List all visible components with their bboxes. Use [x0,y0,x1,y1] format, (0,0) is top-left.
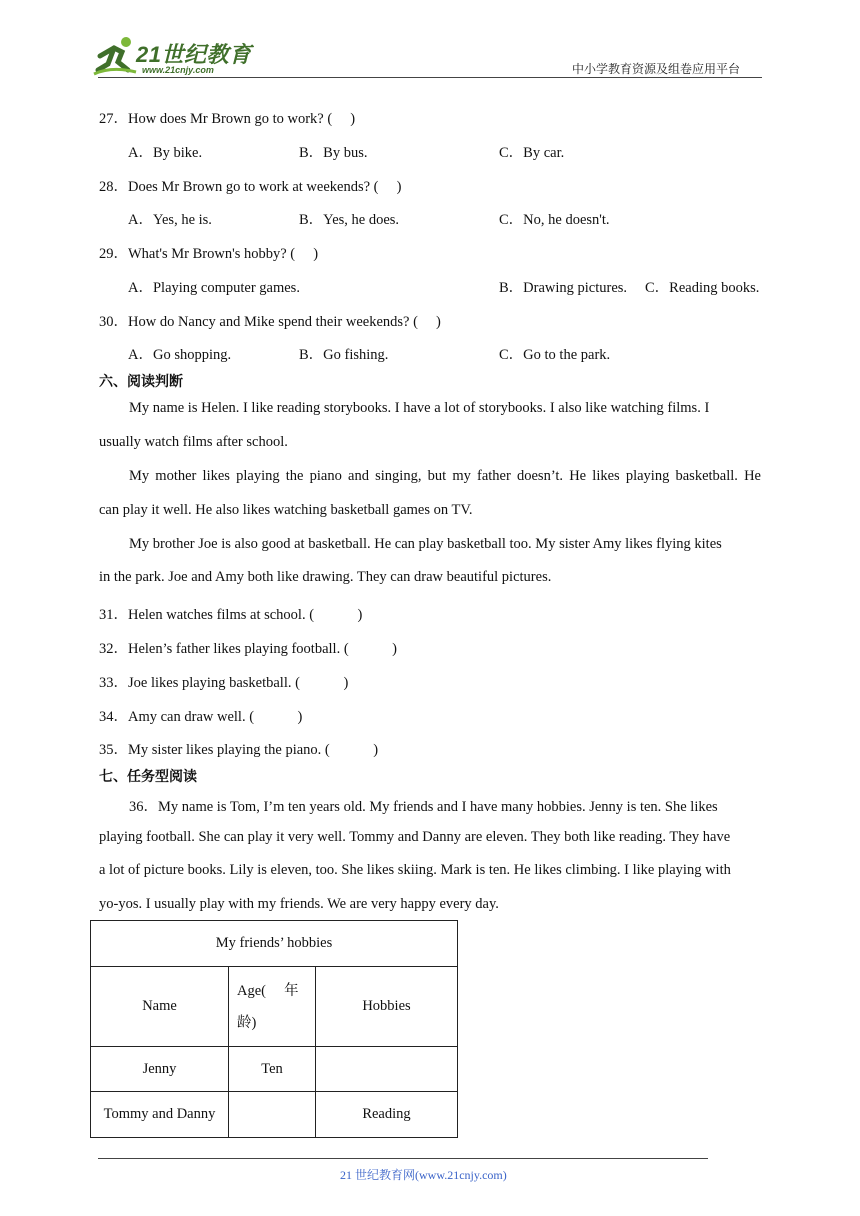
judgement-item: 34．Amy can draw well. ( ) [99,709,303,725]
option-a: A．Go shopping. [128,347,232,363]
footer-text: 21 世纪教育网(www.21cnjy.com) [340,1168,507,1182]
option-c: C．Go to the park. [499,347,611,363]
header-age-line1: Age( 年 [237,982,299,999]
header-age-line2: 龄) [237,1014,257,1031]
paragraph-line: My brother Joe is also good at basketball. He can play basketball too. My sister Amy likes flying kites [129,536,722,552]
header-hobbies: Hobbies [316,967,458,1047]
question-stem: 28．Does Mr Brown go to work at weekends? ( ) [99,179,402,195]
hobbies-table [90,920,458,1138]
option-c: C．Reading books. [645,280,760,296]
cell-name: Tommy and Danny [91,1092,229,1138]
option-a: A．By bike. [128,145,203,161]
question-stem: 29．What's Mr Brown's hobby? ( ) [99,246,319,262]
option-a: A．Yes, he is. [128,212,212,228]
header-name: Name [91,967,229,1047]
paragraph-line: yo-yos. I usually play with my friends. We are very happy every day. [99,896,499,912]
question-stem: 27．How does Mr Brown go to work? ( ) [99,111,356,127]
judgement-item: 33．Joe likes playing basketball. ( ) [99,675,349,691]
judgement-item: 31．Helen watches films at school. ( ) [99,607,363,623]
reading-paragraph [99,391,761,425]
option-b: B．By bus. [299,145,368,161]
cell-hobby [316,1047,458,1092]
paragraph-line: 36．My name is Tom, I’m ten years old. My friends and I have many hobbies. Jenny is ten. She likes [129,799,718,815]
option-c: C．No, he doesn't. [499,212,610,228]
option-b: B．Yes, he does. [299,212,400,228]
paragraph-line: My mother likes playing the piano and singing, but my father doesn’t. He likes playing basketball. He [129,468,761,484]
paragraph-line: usually watch films after school. [99,434,288,450]
paragraph-line: playing football. She can play it very well. Tommy and Danny are eleven. They both like reading. They have [99,829,731,845]
header-divider [98,77,762,78]
runner-logo-icon [92,34,138,78]
question-stem: 30．How do Nancy and Mike spend their weekends? ( ) [99,314,441,330]
header-age [229,967,316,1047]
footer-divider [98,1158,708,1159]
logo-url: www.21cnjy.com [142,65,214,75]
table-row [91,1047,458,1092]
cell-hobby: Reading [316,1092,458,1138]
cell-name: Jenny [91,1047,229,1092]
header-tagline: 中小学教育资源及组卷应用平台 [572,62,741,76]
option-b: B．Drawing pictures. [499,280,628,296]
site-logo [92,34,262,80]
option-c: C．By car. [499,145,565,161]
option-b: B．Go fishing. [299,347,389,363]
section-title: 七、任务型阅读 [99,769,197,785]
paragraph-line: in the park. Joe and Amy both like drawing. They can draw beautiful pictures. [99,569,552,585]
option-a: A．Playing computer games. [128,280,300,296]
table-title: My friends’ hobbies [91,921,458,967]
cell-age: Ten [229,1047,316,1092]
table-row [91,1092,458,1138]
paragraph-line: My name is Helen. I like reading storybooks. I have a lot of storybooks. I also like watching films. I [129,400,710,416]
paragraph-line: a lot of picture books. Lily is eleven, too. She likes skiing. Mark is ten. He likes climbing. I like playing with [99,862,731,878]
section-title: 六、阅读判断 [99,374,183,390]
judgement-item: 32．Helen’s father likes playing football. ( ) [99,641,397,657]
judgement-item: 35．My sister likes playing the piano. ( ) [99,742,379,758]
logo-text: 21世纪教育 [136,42,252,67]
cell-age [229,1092,316,1138]
paragraph-line: can play it well. He also likes watching basketball games on TV. [99,502,473,518]
